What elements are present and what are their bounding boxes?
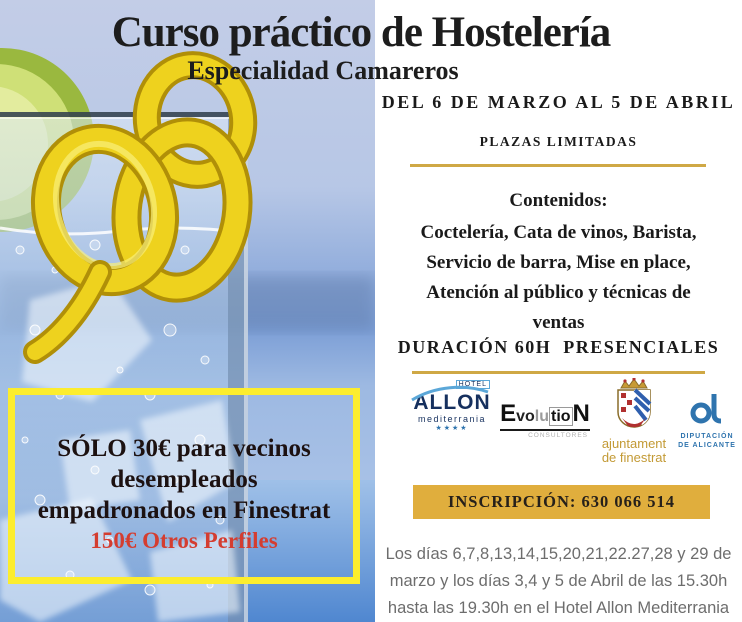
diputacion-alicante-logo bbox=[674, 378, 740, 450]
duracion-heading: DURACIÓN 60H PRESENCIALES bbox=[397, 337, 720, 357]
contenidos-line: Servicio de barra, Mise en place, bbox=[426, 252, 691, 273]
allon-swoosh-icon bbox=[410, 384, 490, 402]
sponsor-logos bbox=[408, 378, 740, 470]
contenidos-line: Atención al público y técnicas de bbox=[426, 282, 691, 303]
schedule-line: Los días 6,7,8,13,14,15,20,21,22.27,28 y 29 de bbox=[385, 545, 732, 563]
schedule-line: marzo y los días 3,4 y 5 de Abril de las 15.30h bbox=[389, 572, 728, 590]
evolution-letter: vo bbox=[516, 408, 535, 425]
evolution-wordmark bbox=[500, 400, 590, 431]
allon-hotel-label: HOTEL bbox=[456, 380, 490, 389]
offer-other-profiles: 150€ Otros Perfiles bbox=[90, 528, 278, 553]
inscription-banner: INSCRIPCIÓN: 630 066 514 bbox=[413, 485, 710, 519]
evolution-letter: E bbox=[500, 400, 517, 427]
divider-line-top bbox=[410, 164, 706, 167]
info-column bbox=[375, 0, 742, 622]
schedule-text bbox=[375, 541, 742, 622]
price-offer-box bbox=[8, 388, 360, 584]
offer-line: empadronados en Finestrat bbox=[37, 497, 331, 524]
evolution-logo bbox=[496, 378, 594, 439]
contenidos-heading: Contenidos: bbox=[509, 190, 608, 211]
ajuntament-line2: de finestrat bbox=[601, 450, 667, 465]
page-title: Curso práctico de Hostelería bbox=[111, 9, 611, 56]
page-subtitle: Especialidad Camareros bbox=[187, 56, 459, 85]
ajuntament-label bbox=[594, 437, 674, 465]
evolution-letter: lu bbox=[534, 408, 549, 425]
ajuntament-crest-icon bbox=[613, 378, 655, 430]
dates-heading: DEL 6 DE MARZO AL 5 DE ABRIL bbox=[381, 92, 736, 112]
offer-line: desempleados bbox=[110, 466, 258, 493]
plazas-limitadas-label: PLAZAS LIMITADAS bbox=[479, 134, 638, 149]
contenidos-list bbox=[375, 218, 742, 338]
contenidos-line: Coctelería, Cata de vinos, Barista, bbox=[420, 222, 697, 243]
divider-line-bottom bbox=[412, 371, 705, 374]
diputacion-line2: DE ALICANTE bbox=[678, 442, 736, 449]
allon-subname: mediterrania bbox=[417, 414, 487, 424]
diputacion-label bbox=[674, 432, 740, 450]
offer-line: SÓLO 30€ para vecinos bbox=[57, 435, 311, 462]
evolution-letter: tio bbox=[551, 408, 571, 425]
evolution-letter: N bbox=[572, 400, 590, 427]
allon-name: ALLON bbox=[413, 391, 491, 414]
ajuntament-finestrat-logo bbox=[594, 378, 674, 465]
allon-stars: ★★★★ bbox=[435, 425, 469, 432]
ajuntament-line1: ajuntament bbox=[601, 436, 667, 451]
diputacion-line1: DIPUTACIÓN bbox=[680, 433, 734, 440]
contenidos-line: ventas bbox=[532, 312, 585, 333]
diputacion-monogram-icon bbox=[690, 392, 724, 424]
evolution-consultores-label: CONSULTORES bbox=[528, 432, 588, 439]
schedule-line: hasta las 19.30h en el Hotel Allon Mediterrania bbox=[387, 599, 730, 617]
hotel-allon-logo bbox=[408, 378, 496, 432]
